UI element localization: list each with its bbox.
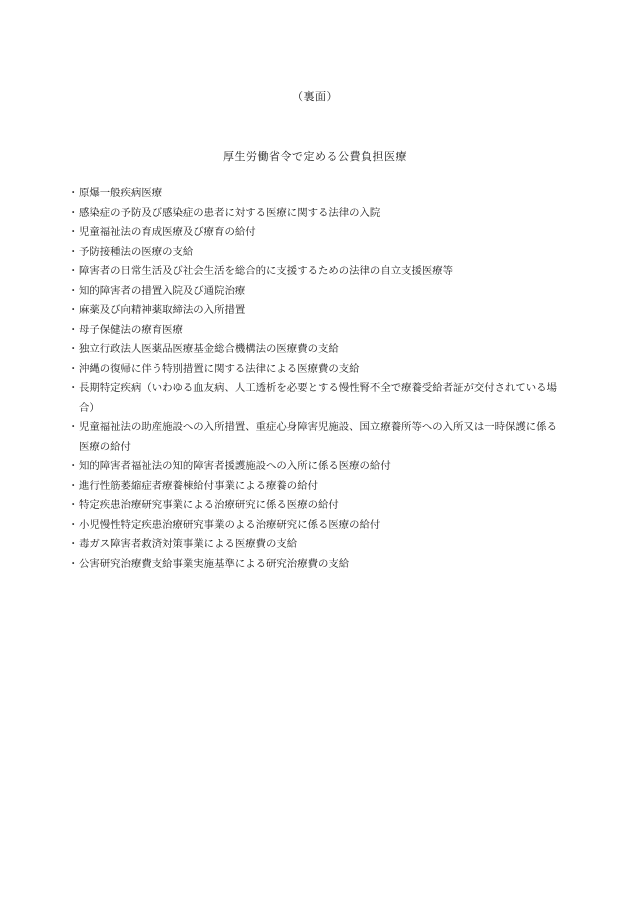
bullet-icon: ・: [68, 284, 79, 297]
list-item-text: 予防接種法の医療の支給: [79, 245, 194, 258]
list-item-text: 母子保健法の療育医療: [79, 323, 183, 336]
bullet-icon: ・: [68, 187, 79, 199]
bullet-icon: ・: [68, 421, 79, 433]
bullet-icon: ・: [68, 226, 79, 238]
bullet-icon: ・: [68, 265, 79, 277]
list-item: [68, 340, 558, 360]
list-item-text: 知的障害者福祉法の知的障害者援護施設への入所に係る医療の給付: [79, 460, 391, 472]
bullet-icon: ・: [68, 518, 79, 531]
list-item-text: 障害者の日常生活及び社会生活を総合的に支援するための法律の自立支援医療等: [79, 265, 454, 277]
bullet-icon: ・: [68, 557, 79, 570]
list-item: [68, 457, 558, 477]
list-item-text: 特定疾患治療研究事業による治療研究に係る医療の給付: [79, 499, 339, 511]
bullet-icon: ・: [68, 304, 79, 316]
list-item: [68, 379, 558, 418]
bullet-icon: ・: [68, 343, 79, 355]
list-item-text: 沖縄の復帰に伴う特別措置に関する法律による医療費の支給: [79, 362, 360, 375]
list-item-text: 児童福祉法の育成医療及び療育の給付: [79, 226, 256, 238]
list-item-text: 独立行政法人医薬品医療基金総合機構法の医療費の支給: [79, 343, 339, 355]
list-item: [68, 321, 558, 341]
list-item: [68, 204, 558, 224]
list-item-text: 小児慢性特定疾患治療研究事業のよる治療研究に係る医療の給付: [79, 518, 381, 531]
list-item: [68, 496, 558, 516]
list-item: [68, 360, 558, 380]
list-item-text: 長期特定疾病（いわゆる血友病、人工透析を必要とする慢性腎不全で療養受給者証が交付されている場合）: [79, 382, 557, 414]
list-item-text: 毒ガス障害者救済対策事業による医療費の支給: [79, 538, 298, 550]
bullet-icon: ・: [68, 323, 79, 336]
bullet-icon: ・: [68, 538, 79, 550]
bullet-icon: ・: [68, 206, 79, 219]
list-item: [68, 301, 558, 321]
list-item: [68, 223, 558, 243]
list-item-text: 感染症の予防及び感染症の患者に対する医療に関する法律の入院: [79, 206, 381, 219]
list-item: [68, 555, 558, 575]
list-item-text: 原爆一般疾病医療: [79, 187, 163, 199]
public-expense-medical-list: [68, 184, 558, 574]
list-item: [68, 262, 558, 282]
list-item-text: 知的障害者の措置入院及び通院治療: [79, 284, 246, 297]
bullet-icon: ・: [68, 479, 79, 492]
list-item: [68, 184, 558, 204]
page-side-label: （裏面）: [292, 90, 338, 103]
list-item: [68, 418, 558, 457]
bullet-icon: ・: [68, 245, 79, 258]
list-item: [68, 535, 558, 555]
bullet-icon: ・: [68, 382, 79, 394]
list-item: [68, 477, 558, 497]
list-item-text: 進行性筋萎縮症者療養棟給付事業による療養の給付: [79, 479, 318, 492]
bullet-icon: ・: [68, 460, 79, 472]
list-item-text: 麻薬及び向精神薬取締法の入所措置: [79, 304, 246, 316]
list-item-text: 児童福祉法の助産施設への入所措置、重症心身障害児施設、国立療養所等への入所又は一時保護に係る医療の給付: [79, 421, 557, 453]
list-item: [68, 282, 558, 302]
list-item-text: 公害研究治療費支給事業実施基準による研究治療費の支給: [79, 557, 350, 570]
bullet-icon: ・: [68, 499, 79, 511]
list-item: [68, 516, 558, 536]
list-item: [68, 243, 558, 263]
document-title: 厚生労働省令で定める公費負担医療: [223, 150, 407, 163]
bullet-icon: ・: [68, 362, 79, 375]
